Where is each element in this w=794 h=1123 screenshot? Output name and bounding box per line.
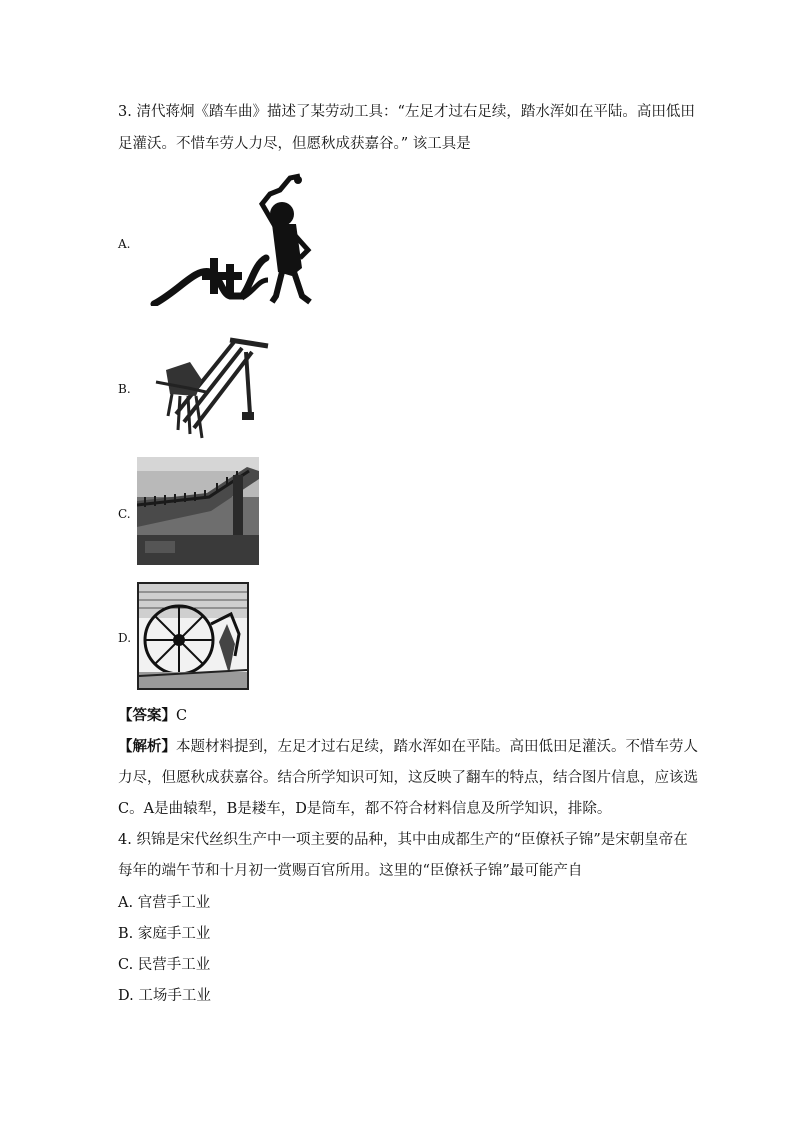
- q3-option-b-image: [150, 332, 272, 442]
- q3-option-c-letter: C.: [118, 507, 131, 521]
- q3-stem-line-1: 3. 清代蒋炯《踏车曲》描述了某劳动工具：“左足才过右足续，踏水浑如在平陆。高田低田: [118, 104, 695, 120]
- q4-option-a: A. 官营手工业: [118, 895, 211, 911]
- analysis-text-1: 本题材料提到，左足才过右足续，踏水浑如在平陆。高田低田足灌沃。不惜车劳人: [176, 739, 698, 755]
- q4-option-b: B. 家庭手工业: [118, 926, 211, 942]
- q3-option-a-image: [150, 172, 320, 306]
- answer-value: C: [176, 708, 188, 724]
- q3-analysis-line-3: C。A是曲辕犁，B是耧车，D是筒车，都不符合材料信息及所学知识，排除。: [118, 801, 612, 817]
- q3-analysis-line-2: 力尽，但愿秋成获嘉谷。结合所学知识可知，这反映了翻车的特点，结合图片信息，应该选: [118, 770, 698, 786]
- q4-stem-line-1: 4. 织锦是宋代丝织生产中一项主要的品种，其中由成都生产的“臣僚袄子锦”是宋朝皇帝在: [118, 832, 688, 848]
- analysis-label: 【解析】: [118, 738, 176, 755]
- q3-option-a-letter: A.: [118, 237, 131, 251]
- tube-wheel-woodcut-image: [139, 584, 247, 688]
- q3-option-c-image: [137, 457, 259, 565]
- answer-label: 【答案】: [118, 707, 176, 724]
- curved-plough-figure-image: [150, 172, 320, 306]
- q3-option-b-letter: B.: [118, 382, 131, 396]
- q3-option-d-letter: D.: [118, 631, 132, 645]
- q4-option-d: D. 工场手工业: [118, 988, 211, 1004]
- q4-stem-line-2: 每年的端午节和十月初一赏赐百官所用。这里的“臣僚袄子锦”最可能产自: [118, 863, 583, 879]
- seed-drill-image: [150, 332, 272, 442]
- q3-stem-line-2: 足灌沃。不惜车劳人力尽，但愿秋成获嘉谷。” 该工具是: [118, 136, 471, 152]
- q3-option-d-image: [137, 582, 249, 690]
- square-pallet-chain-pump-image: [137, 457, 259, 565]
- q3-answer-line: [118, 706, 187, 726]
- q3-analysis-line-1: [118, 737, 698, 757]
- q4-option-c: C. 民营手工业: [118, 957, 211, 973]
